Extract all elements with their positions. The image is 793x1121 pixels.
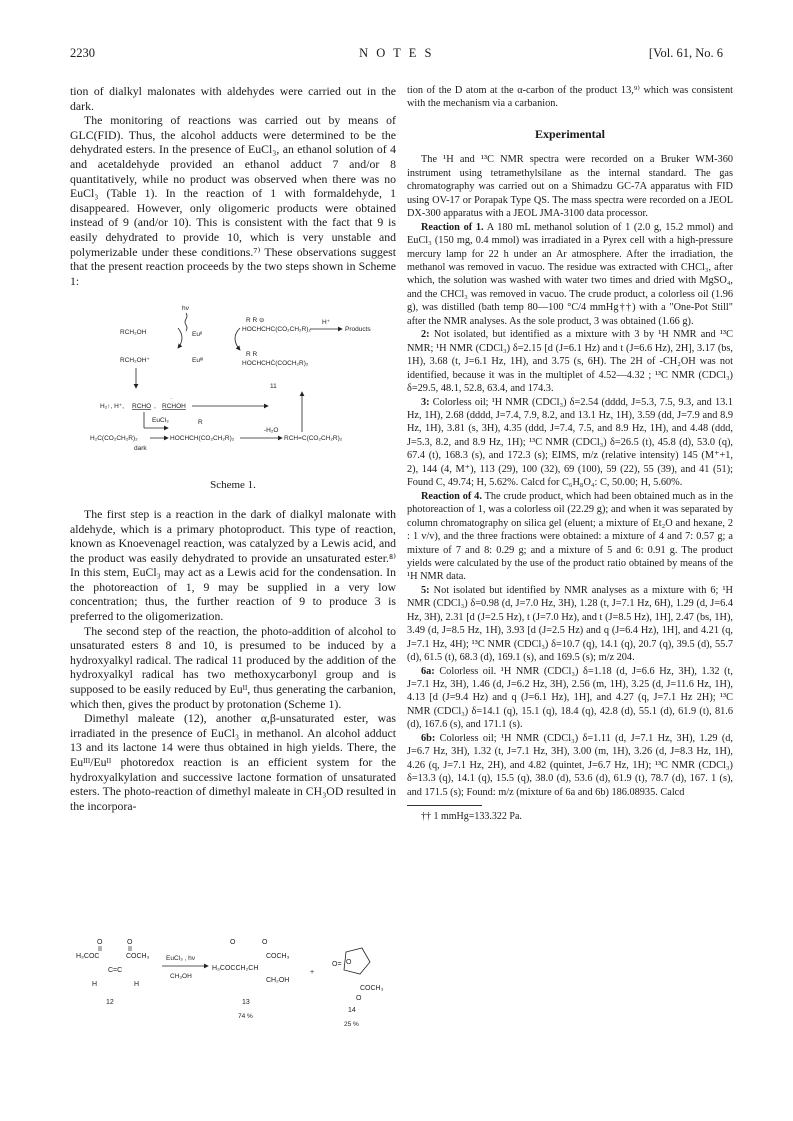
svg-text:COCH₃: COCH₃ [266, 953, 290, 960]
paragraph-text: The crude product, which had been obtained much as in the photoreaction of 1, was a colorless oil (22.29 g); and when it was separated by column chromatography on silica gel (eluent; a mixture of Et₂O and hexane, 2 : 1 v/v), and the three fractions were obtained: a mixture of 4 and 7: 0.57 g; a mixture of 7 and 8: 0.29 g; and a mixture of 5 and 6: 0.91 g. The product yields were calculated by the use of the product ratio obtained by means of the ¹H NMR data. [407, 490, 733, 583]
svg-text:HOCHCH(CO₂CH₂R)₂: HOCHCH(CO₂CH₂R)₂ [170, 435, 235, 443]
svg-text:RCHO: RCHO [132, 403, 152, 411]
equation-drawing [70, 934, 396, 1044]
label-13: 13 [242, 999, 250, 1006]
scheme-1-figure [70, 300, 396, 470]
svg-text:R R: R R [246, 351, 258, 359]
paragraph-text: Colorless oil; ¹H NMR (CDCl₃) δ=2.54 (dddd, J=5.3, 7.5, 9.3, and 13.1 Hz, 1H), 2.68 (dddd, J=7.4, 7.9, 8.2, and 13.1 Hz, 1H), 3.59 (dd, J=7.9 and 8.9 Hz, 1H), 3.81 (s, 3H), 4.35 (ddd, J=7.4, 7.5, and 8.9 Hz, 1H), and 4.48 (ddd, J=5.3, 8.2, and 8.9 Hz, 1H); ¹³C NMR (CDCl₃) δ=26.5 (t), 45.8 (d), 53.0 (q), 67.4 (t), 168.3 (s), and 172.3 (s); EIMS, m/z (relative intensity) 145 (M⁺+1, 2), 144 (4, M⁺), 113 (29), 100 (32), 69 (100), 59 (22), 55 (39), and 41 (51); Found C, 49.74; H, 5.62%. Calcd for C₆H₈O₄: C, 50.00; H, 5.60%. [407, 396, 733, 489]
svg-text:-H₂O: -H₂O [264, 427, 279, 435]
paragraph-text: Not isolated but identified by NMR analyses as a mixture with 6; ¹H NMR (CDCl₃) δ=0.98 (d, J=7.0 Hz, 3H), 1.28 (t, J=7.1 Hz, 6H), 1.29 (d, J=6.4 Hz, 3H), 2.31 [d (J=2.5 Hz), t (J=7.0 Hz), and t (J=8.5 Hz), 1H], 2.47 (bs, 1H), 3.49 (d, J=8.5 Hz, 1H), 3.93 [d (J=2.5 Hz) and q (J=6.4 Hz), 1H], and 4.21 (q, J=7.1 Hz, 4H); ¹³C NMR (CDCl₃) δ=10.7 (q), 14.1 (q), 20.7 (q), 39.5 (d), 55.7 (d), 61.5 (t), 68.3 (d), 169.1 (s), and 169.5 (s); m/z 204. [407, 584, 733, 664]
paragraph: The first step is a reaction in the dark of dialkyl malonate with aldehyde, which is a primary photoproduct. This type of reaction, known as Knoevenagel reaction, was catalyzed by a Lewis acid, and the product was easily dehydrated to provide an unsaturated ester.⁸⁾ In this stem, EuCl₃ may act as a Lewis acid for the condensation. In the photoreaction of 1, 9 may be supplied in a very low concentration; thus, the further reaction of 9 to produce 3 is preferred to the oligomerization. [70, 506, 396, 624]
svg-text:RCHOH: RCHOH [162, 403, 186, 411]
svg-text:,: , [154, 403, 156, 411]
reaction-equation [70, 934, 396, 1044]
subhead: 6b: [421, 732, 436, 744]
right-column [407, 84, 733, 824]
svg-text:HOCHCHĊ(COCH₂R)₂: HOCHCHĊ(COCH₂R)₂ [242, 360, 309, 368]
svg-text:RCH=C(CO₂CH₂R)₂: RCH=C(CO₂CH₂R)₂ [284, 435, 343, 443]
paragraph [407, 221, 733, 329]
paragraph: Dimethyl maleate (12), another α,β-unsaturated ester, was irradiated in the presence of EuCl₃ in methanol. An alcohol adduct 13 and its lactone 14 were thus obtained in high yields. There, the Euᴵᴵᴵ/Euᴵᴵ photoredox reaction is an efficient system for the hydroxyalkylation and successive lactone formation of unsaturated esters. The photo-reaction of dimethyl maleate in CH₃OD resulted in the incorpora- [70, 711, 396, 813]
svg-text:COCH₃: COCH₃ [126, 953, 150, 960]
scheme-caption: Scheme 1. [210, 479, 256, 492]
yield-13: 74 % [238, 1013, 253, 1020]
subhead: Reaction of 1. [421, 221, 484, 233]
page-number: 2230 [70, 46, 95, 60]
svg-text:HOCHCHC(CO₂CH₂R)₂: HOCHCHC(CO₂CH₂R)₂ [242, 326, 311, 334]
subhead: 3: [421, 396, 430, 408]
paragraph [407, 328, 733, 395]
svg-text:H: H [134, 981, 140, 988]
svg-text:O: O [262, 939, 268, 946]
reagent-bottom: CH₃OH [170, 973, 192, 980]
paragraph [407, 396, 733, 490]
svg-text:O: O [230, 939, 236, 946]
svg-text:O: O [97, 939, 103, 946]
paragraph [407, 665, 733, 732]
footnote: †† 1 mmHg=133.322 Pa. [421, 811, 522, 823]
svg-text:O=: O= [332, 961, 342, 968]
paragraph: The second step of the reaction, the photo-addition of alcohol to unsaturated esters 8 and 10, is presumed to be induced by a hydroxyalkyl radical. The radical 11 produced by the addition of the hydroxyalkyl radical has two methoxycarbonyl group and is supposed to be easily reduced by Euᴵᴵ, thus generating the carbanion, which then, gives the product by protonation (Scheme 1). [70, 623, 396, 711]
svg-text:H₃COC: H₃COC [76, 953, 100, 960]
svg-text:O: O [356, 995, 362, 1002]
svg-text:H₃COCCH₂CH: H₃COCCH₂CH [212, 965, 259, 972]
section-title: Experimental [535, 126, 605, 141]
svg-text:C=C: C=C [108, 967, 123, 974]
paragraph [407, 584, 733, 665]
left-column [70, 84, 396, 813]
yield-14: 25 % [344, 1021, 359, 1028]
paragraph: tion of the D atom at the α-carbon of the product 13,⁹⁾ which was consistent with the mechanism via a carbanion. [407, 85, 733, 110]
volume-info: [Vol. 61, No. 6 [648, 46, 723, 60]
svg-text:dark: dark [134, 445, 147, 453]
subhead: 6a: [421, 665, 435, 677]
svg-text:COCH₃: COCH₃ [360, 985, 384, 992]
svg-text:H₂C(CO₂CH₂R)₂: H₂C(CO₂CH₂R)₂ [90, 435, 138, 443]
paragraph [407, 490, 733, 584]
svg-text:+: + [310, 969, 315, 976]
svg-text:O: O [346, 959, 352, 966]
svg-text:Products: Products [345, 326, 371, 334]
svg-text:11: 11 [270, 383, 277, 391]
subhead: Reaction of 4. [421, 490, 482, 502]
paragraph: tion of dialkyl malonates with aldehydes were carried out in the dark. [70, 84, 396, 113]
svg-text:H₂↑, H⁺,: H₂↑, H⁺, [100, 403, 125, 411]
paragraph-text: A 180 mL methanol solution of 1 (2.0 g, 15.2 mmol) and EuCl₃ (150 mg, 0.4 mmol) was irradiated in a Pyrex cell with a high-pressure mercury lamp for 22 h under an Ar atmosphere. After the irradiation, the methanol was removed in vacuo. The residue was extracted with CHCl₃, after which, the solution was washed with water two times and dried with MgSO₄, and the CHCl₃ was removed in vacuo. The crude product, a colorless oil (1.96 g), was distilled (bath temp 80—100 °C/4 mmHg††) with a "One-Pot Still" after the NMR analyses. As the sole product, 3 was obtained (1.66 g). [407, 221, 734, 327]
svg-text:RCH₂OH⁺: RCH₂OH⁺ [120, 357, 150, 365]
paragraph-text: Not isolated, but identified as a mixture with 3 by ¹H NMR and ¹³C NMR; ¹H NMR (CDCl₃) δ=2.15 [d (J=6.1 Hz) and t (J=6.6 Hz), 2H], 3.17 (bs, 1H), 3.68 (t, J=6.1 Hz, 1H), and 3.75 (s, 6H). The 2H of -CH₂OH was not identified, because it was in the multiplet of 4.52—4.32 ; ¹³C NMR (CDCl₃) δ=29.5, 48.1, 52.8, 63.4, and 174.3. [407, 329, 733, 395]
svg-text:hν: hν [182, 305, 189, 313]
paragraph-text: Colorless oil; ¹H NMR (CDCl₃) δ=1.11 (d, J=7.1 Hz, 3H), 1.29 (d, J=6.7 Hz, 3H), 1.32 (t, J=7.1 Hz, 3H), 3.00 (m, 1H), 3.26 (d, J=8.3 Hz, 1H), 4.26 (q, J=7.1 Hz, 2H), and 4.82 (quintet, J=6.7 Hz, 1H); ¹³C NMR (CDCl₃) δ=13.3 (q), 14.1 (q), 15.5 (q), 38.0 (d), 53.6 (d), 61.9 (t), 78.7 (d), 167. 1 (s), and 171.5 (s); Found: m/z (mixture of 6a and 6b) 186.08935. Calcd [407, 732, 733, 798]
scheme-1-drawing [70, 300, 396, 470]
svg-text:EuCl₃: EuCl₃ [152, 417, 169, 425]
svg-text:H: H [92, 981, 98, 988]
svg-text:R: R [198, 419, 203, 427]
reagent-top: EuCl₃ , hν [166, 955, 196, 962]
svg-text:·: · [170, 395, 173, 403]
footnote-rule [407, 805, 482, 806]
svg-text:RCH₂OH: RCH₂OH [120, 329, 147, 337]
paragraph-text: Colorless oil. ¹H NMR (CDCl₃) δ=1.18 (d, J=6.6 Hz, 3H), 1.32 (t, J=7.1 Hz, 3H), 1.46 (d, J=6.2 Hz, 3H), 2.56 (m, 1H), 3.25 (d, J=11.6 Hz, 1H), 4.13 [d (J=9.4 Hz) and q (J=6.1 Hz), 1H], and 4.27 (q, J=7.1 Hz 2H); ¹³C NMR (CDCl₃) δ=14.1 (q), 15.1 (q), 18.4 (q), 42.8 (d), 55.1 (d), 61.9 (t), 81.6 (d), 167.6 (s), and 171.1 (s). [407, 665, 733, 731]
svg-text:Euᴵᴵᴵ: Euᴵᴵᴵ [192, 357, 204, 365]
svg-text:H⁺: H⁺ [322, 319, 331, 327]
subhead: 2: [421, 329, 430, 341]
paragraph [407, 732, 733, 799]
subhead: 5: [421, 584, 430, 596]
label-12: 12 [106, 999, 114, 1006]
journal-section: N O T E S [359, 46, 434, 60]
label-14: 14 [348, 1007, 356, 1014]
svg-text:O: O [127, 939, 133, 946]
svg-text:Euᴵᴵ: Euᴵᴵ [192, 331, 203, 339]
paragraph: The monitoring of reactions was carried out by means of GLC(FID). Thus, the alcohol adducts were determined to be the dehydrated esters. In the presence of EuCl₃, an ethanol solution of 4 and acetaldehyde provided an ethanol adduct 7 and/or 8 quantitatively, while no product was observed when there was no EuCl₃ (Table 1). In the reaction of 1 with formaldehyde, 1 disappeared. However, only oligomeric products were obtained instead of 9 (and/or 10). This is consistent with the fact that 9 is easily dehydrated to provide 10, which is very unstable and polymerizable under these conditions.⁷⁾ These observations suggest that the present reaction proceeds by the two steps shown in Scheme 1: [70, 113, 396, 288]
svg-text:CH₂OH: CH₂OH [266, 977, 290, 984]
svg-text:R R ⊝: R R ⊝ [246, 317, 265, 325]
paragraph: The ¹H and ¹³C NMR spectra were recorded on a Bruker WM-360 instrument using tetramethylsilane as the internal standard. The gas chromatography was carried out on a Shimadzu GC-7A apparatus with FID using OV-17 or Porapak Type QS. The mass spectra were recorded on a JEOL DX-300 apparatus with a JEOL JMA-3100 data processor. [407, 154, 733, 220]
page-header [70, 46, 723, 64]
